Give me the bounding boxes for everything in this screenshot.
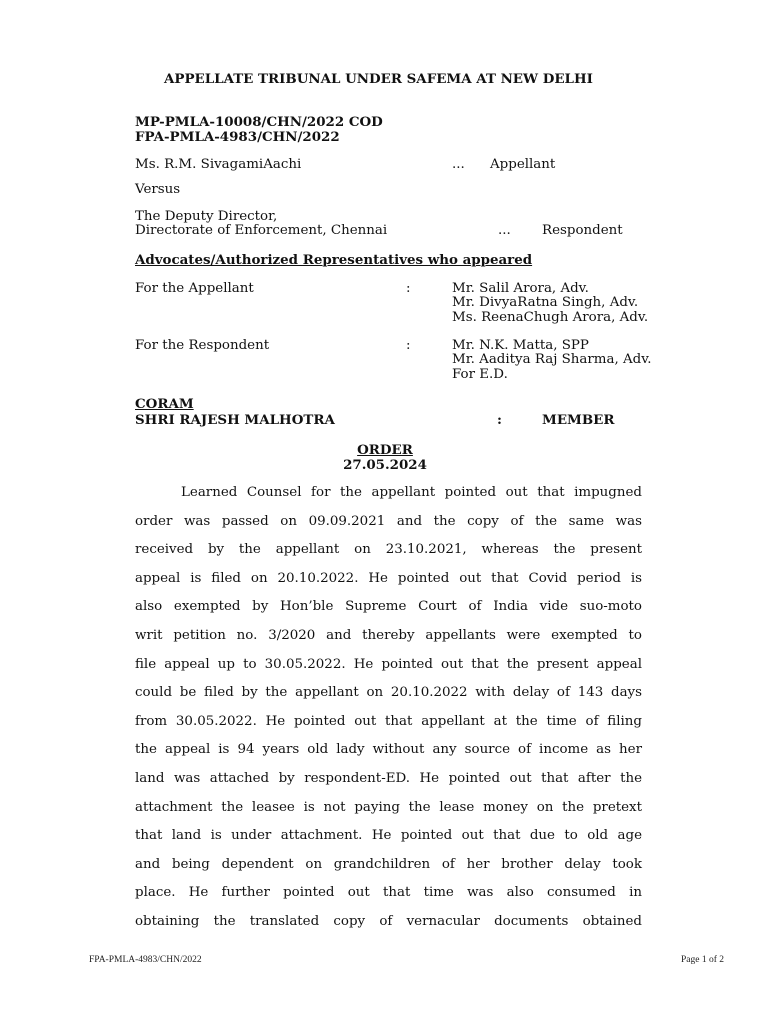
order-line: place. He further pointed out that time was also consumed in (135, 885, 642, 901)
respondent-role: Respondent (542, 223, 623, 238)
tribunal-title: APPELLATE TRIBUNAL UNDER SAFEMA AT NEW DELHI (164, 71, 593, 87)
order-line: and being dependent on grandchildren of her brother delay took (135, 856, 642, 872)
order-line: obtaining the translated copy of vernacular documents obtained (135, 913, 642, 929)
respondent-line-1: The Deputy Director, (135, 209, 278, 224)
case-number-fpa: FPA-PMLA-4983/CHN/2022 (135, 129, 340, 145)
order-body (135, 479, 642, 937)
advocates-heading: Advocates/Authorized Representatives who appeared (135, 252, 533, 268)
respondent-counsel-1: Mr. N.K. Matta, SPP (452, 338, 589, 353)
order-heading: ORDER (357, 442, 413, 458)
coram-member-name: SHRI RAJESH MALHOTRA (135, 412, 335, 428)
order-line: received by the appellant on 23.10.2021, whereas the present (135, 542, 642, 558)
order-line: writ petition no. 3/2020 and thereby appellants were exempted to (135, 627, 642, 643)
coram-heading: CORAM (135, 396, 194, 412)
order-line: the appeal is 94 years old lady without any source of income as her (135, 742, 642, 758)
versus-label: Versus (135, 182, 181, 197)
appellant-name: Ms. R.M. SivagamiAachi (135, 157, 302, 172)
coram-colon: : (497, 412, 502, 428)
appellant-counsel-colon: : (406, 281, 411, 296)
order-line: that land is under attachment. He pointed out that due to old age (135, 828, 642, 844)
order-line: Learned Counsel for the appellant pointed out that impugned (181, 485, 642, 500)
appellant-counsel-label: For the Appellant (135, 281, 254, 296)
respondent-counsel-3: For E.D. (452, 367, 508, 382)
coram-member-role: MEMBER (542, 412, 615, 428)
appellant-counsel-3: Ms. ReenaChugh Arora, Adv. (452, 310, 649, 325)
case-number-mp: MP-PMLA-10008/CHN/2022 COD (135, 114, 383, 130)
respondent-line-2: Directorate of Enforcement, Chennai (135, 223, 388, 238)
footer-case-ref: FPA-PMLA-4983/CHN/2022 (89, 955, 202, 965)
respondent-counsel-label: For the Respondent (135, 338, 270, 353)
order-line: could be filed by the appellant on 20.10.2022 with delay of 143 days (135, 685, 642, 701)
appellant-counsel-2: Mr. DivyaRatna Singh, Adv. (452, 295, 639, 310)
order-line: file appeal up to 30.05.2022. He pointed out that the present appeal (135, 656, 642, 672)
order-line: order was passed on 09.09.2021 and the copy of the same was (135, 513, 642, 529)
appellant-counsel-1: Mr. Salil Arora, Adv. (452, 281, 589, 296)
footer-page-number: Page 1 of 2 (680, 955, 724, 965)
respondent-counsel-colon: : (406, 338, 411, 353)
order-date: 27.05.2024 (343, 457, 427, 473)
appellant-dots: ... (452, 157, 465, 172)
respondent-counsel-2: Mr. Aaditya Raj Sharma, Adv. (452, 352, 652, 367)
order-line: attachment the leasee is not paying the lease money on the pretext (135, 799, 642, 815)
order-line: land was attached by respondent-ED. He pointed out that after the (135, 770, 642, 786)
order-line: appeal is filed on 20.10.2022. He pointed out that Covid period is (135, 570, 642, 586)
appellant-role: Appellant (490, 157, 556, 172)
respondent-dots: ... (498, 223, 511, 238)
order-line: also exempted by Hon’ble Supreme Court of India vide suo-moto (135, 599, 642, 615)
order-line: from 30.05.2022. He pointed out that appellant at the time of filing (135, 713, 642, 729)
